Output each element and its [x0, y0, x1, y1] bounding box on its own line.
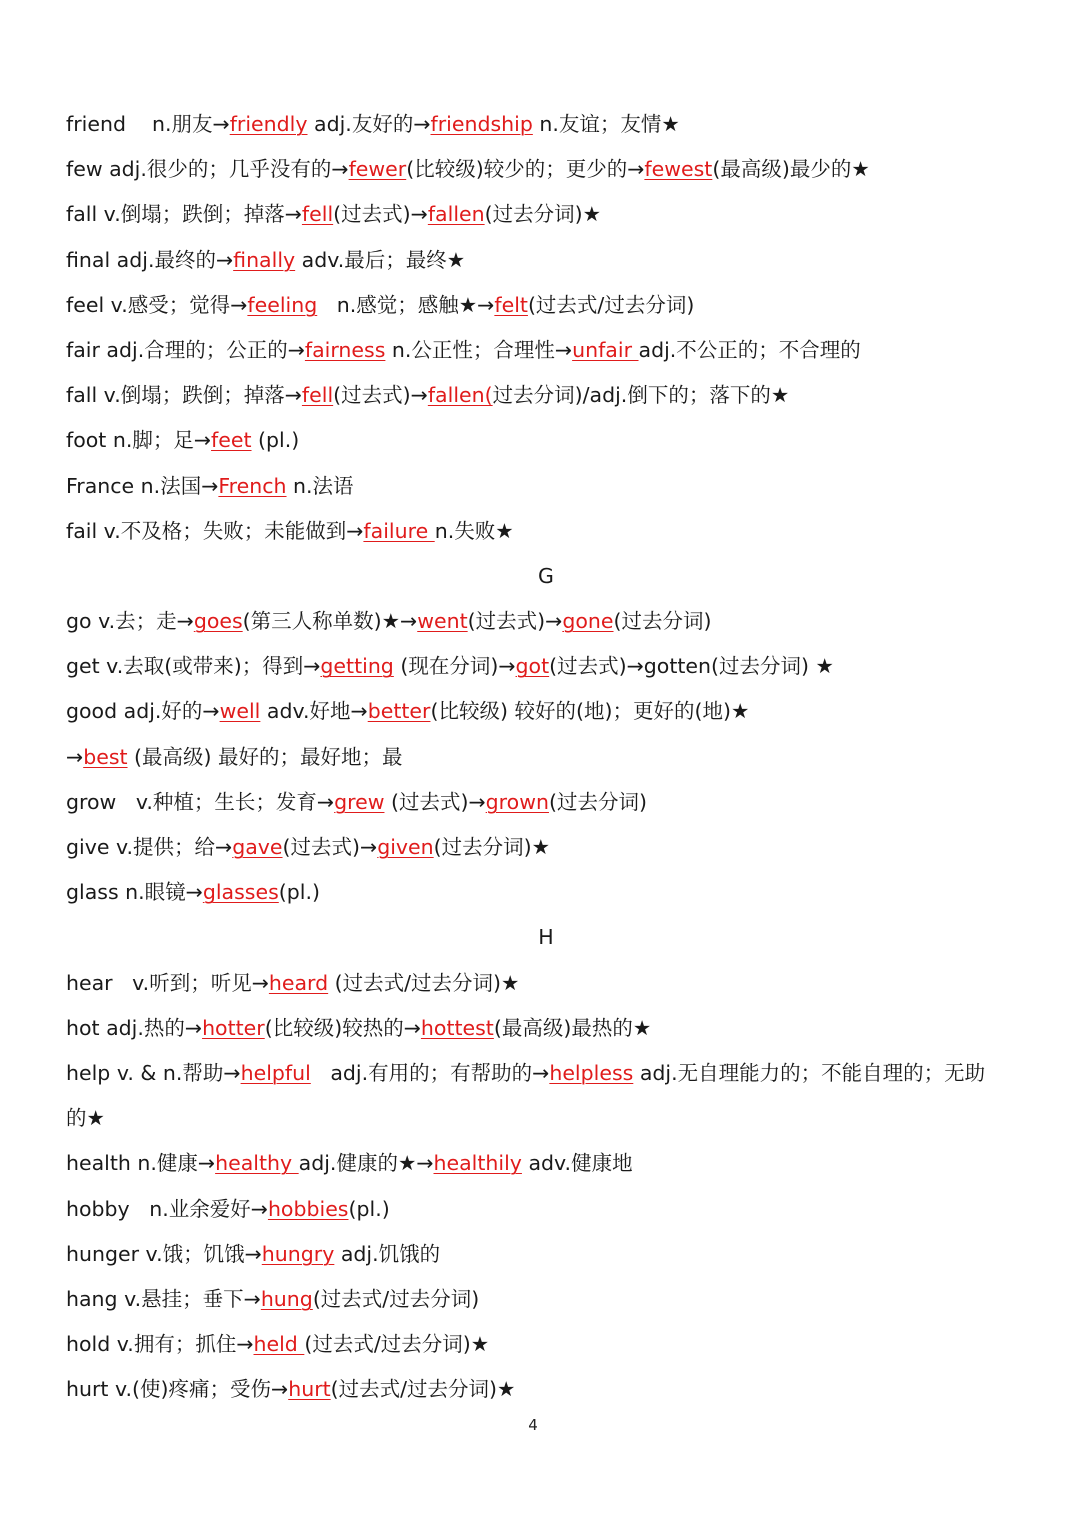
derived-word: gone [562, 609, 614, 634]
derived-word: friendship [430, 112, 533, 136]
derived-word: held [253, 1332, 305, 1357]
derived-word: fewest [644, 157, 713, 182]
derived-word: failure [363, 518, 435, 543]
entry-text: adv.健康地 [521, 1151, 633, 1176]
entry-text: fair adj.合理的；公正的→ [66, 337, 305, 362]
vocab-entry [66, 1367, 1026, 1412]
entry-text: n.失败★ [434, 518, 514, 543]
entry-text: n.友谊；友情★ [532, 112, 680, 136]
derived-word: fell [301, 383, 334, 408]
entry-text: friend n.朋友→ [66, 112, 230, 136]
entry-text: foot n.脚；足→ [66, 428, 212, 453]
entry-text: (最高级)最少的★ [712, 157, 870, 182]
entry-text: (比较级) 较好的(地)；更好的(地)★ [430, 699, 750, 724]
derived-word: best [83, 744, 128, 769]
derived-word: getting [320, 654, 394, 679]
vocab-entry [66, 1187, 1026, 1232]
entry-text: final adj.最终的→ [66, 247, 234, 272]
derived-word: fallen [427, 202, 485, 227]
entry-text: go v.去；走→ [66, 609, 194, 634]
derived-word: gave [232, 835, 283, 859]
entry-text: (比较级)较热的→ [264, 1015, 421, 1040]
entry-text: adj.有用的；有帮助的→ [310, 1060, 550, 1085]
entry-text: (比较级)较少的；更少的→ [406, 157, 645, 182]
derived-word: grew [334, 789, 385, 814]
entry-text: adj.健康的★→ [298, 1151, 434, 1176]
vocab-entry [66, 1141, 1026, 1186]
entry-text: get v.去取(或带来)；得到→ [66, 654, 321, 679]
entry-text: 的★ [66, 1106, 105, 1131]
derived-word: hungry [261, 1241, 335, 1266]
entry-text: (过去式)→ [333, 383, 428, 408]
derived-word: healthy [215, 1151, 299, 1176]
entry-text: H [538, 925, 554, 950]
derived-word: well [219, 699, 261, 724]
entry-text: hobby n.业余爱好→ [66, 1196, 268, 1221]
entry-text: adj.不公正的；不合理的 [638, 337, 861, 362]
entry-text: (过去式)→ [467, 609, 563, 634]
derived-word: feet [211, 428, 252, 453]
vocab-entry [66, 464, 1026, 509]
derived-word: went [417, 609, 468, 634]
entry-text: (pl.) [251, 428, 300, 453]
entry-text: (pl.) [348, 1196, 390, 1221]
derived-word: friendly [229, 112, 308, 136]
vocabulary-list [66, 102, 1026, 1412]
entry-text: (过去分词) [548, 789, 647, 814]
vocab-entry [66, 509, 1026, 554]
entry-text: hurt v.(使)疼痛；受伤→ [66, 1377, 289, 1402]
vocab-entry [66, 1277, 1026, 1322]
entry-text: G [538, 563, 554, 588]
derived-word: given [377, 835, 434, 859]
derived-word: finally [233, 247, 296, 272]
page-number: 4 [528, 1416, 538, 1434]
entry-text: hot adj.热的→ [66, 1015, 203, 1040]
derived-word: goes [193, 609, 243, 634]
derived-word: felt [494, 292, 528, 317]
entry-text: (过去式/过去分词) [312, 1286, 480, 1311]
entry-text: health n.健康→ [66, 1151, 216, 1176]
entry-text: n.法语 [286, 473, 354, 498]
vocab-entry [66, 147, 1026, 192]
derived-word: grown [485, 789, 549, 814]
entry-text: give v.提供；给→ [66, 835, 233, 859]
entry-text: (过去式)→ [333, 202, 428, 227]
vocab-entry [66, 373, 1026, 418]
entry-text: adj.友好的→ [307, 112, 431, 136]
entry-text: hold v.拥有；抓住→ [66, 1332, 254, 1357]
entry-text: France n.法国→ [66, 473, 219, 498]
entry-text: (过去式/过去分词)★ [330, 1377, 516, 1402]
vocab-entry [66, 192, 1026, 237]
derived-word: got [515, 654, 550, 679]
vocab-entry [66, 599, 1026, 644]
entry-text: hunger v.饿；饥饿→ [66, 1241, 262, 1266]
entry-text: adv.好地→ [260, 699, 368, 724]
entry-text: (过去式)→ [282, 835, 378, 859]
entry-text: help v. & n.帮助→ [66, 1060, 241, 1085]
vocab-entry [66, 735, 1026, 780]
entry-text: adj.饥饿的 [334, 1241, 441, 1266]
vocab-entry [66, 689, 1026, 734]
entry-text: n.感觉；感触★→ [317, 292, 495, 317]
entry-text: hear v.听到；听见→ [66, 970, 269, 995]
entry-text: (过去式)→ [384, 789, 486, 814]
entry-text: (过去式/过去分词) [527, 292, 695, 317]
vocab-entry [66, 283, 1026, 328]
section-heading [66, 554, 1026, 599]
entry-text: (过去分词)★ [433, 835, 551, 859]
derived-word: helpless [549, 1060, 634, 1085]
derived-word: glasses [202, 880, 279, 905]
entry-text: adv.最后；最终★ [295, 247, 466, 272]
entry-text: (过去式)→gotten(过去分词) ★ [549, 654, 834, 679]
vocab-entry [66, 870, 1026, 915]
vocab-entry [66, 825, 1026, 870]
derived-word: helpful [240, 1060, 311, 1085]
vocab-entry [66, 418, 1026, 463]
entry-text: (最高级)最热的★ [493, 1015, 652, 1040]
entry-text: n.公正性；合理性→ [385, 337, 573, 362]
entry-text: hang v.悬挂；垂下→ [66, 1286, 261, 1311]
derived-word: feeling [247, 292, 318, 317]
derived-word: hottest [420, 1015, 494, 1040]
derived-word: hobbies [267, 1196, 349, 1221]
entry-text: grow v.种植；生长；发育→ [66, 789, 335, 814]
derived-word: healthily [433, 1151, 522, 1176]
entry-text: 过去分词)/adj.倒下的；落下的★ [492, 383, 790, 408]
entry-text: (现在分词)→ [393, 654, 516, 679]
derived-word: hotter [202, 1015, 265, 1040]
derived-word: heard [268, 970, 329, 995]
entry-text: good adj.好的→ [66, 699, 220, 724]
entry-text: (pl.) [278, 880, 321, 905]
derived-word: fell [301, 202, 334, 227]
derived-word: hurt [288, 1377, 331, 1402]
entry-text: fail v.不及格；失败；未能做到→ [66, 518, 364, 543]
derived-word: fewer [348, 157, 407, 182]
derived-word: hung [260, 1286, 313, 1311]
derived-word: fairness [304, 337, 386, 362]
vocab-entry [66, 1096, 1026, 1141]
entry-text: few adj.很少的；几乎没有的→ [66, 157, 349, 182]
vocab-entry [66, 1232, 1026, 1277]
vocab-entry [66, 102, 1026, 147]
vocab-entry [66, 328, 1026, 373]
derived-word: French [218, 473, 287, 498]
entry-text: (过去分词) [613, 609, 712, 634]
entry-text: → [66, 744, 84, 769]
entry-text: (第三人称单数)★→ [242, 609, 418, 634]
entry-text: (过去分词)★ [484, 202, 601, 227]
entry-text: (最高级) 最好的；最好地；最 [127, 744, 403, 769]
entry-text: glass n.眼镜→ [66, 880, 203, 905]
entry-text: (过去式/过去分词)★ [328, 970, 520, 995]
vocab-entry [66, 238, 1026, 283]
vocab-entry [66, 1051, 1026, 1096]
entry-text: fall v.倒塌；跌倒；掉落→ [66, 202, 302, 227]
vocab-entry [66, 1006, 1026, 1051]
entry-text: fall v.倒塌；跌倒；掉落→ [66, 383, 302, 408]
section-heading [66, 915, 1026, 960]
derived-word: fallen( [427, 383, 493, 408]
derived-word: unfair [572, 337, 639, 362]
derived-word: better [367, 699, 431, 724]
entry-text: adj.无自理能力的；不能自理的；无助 [633, 1060, 986, 1085]
vocab-entry [66, 780, 1026, 825]
entry-text: feel v.感受；觉得→ [66, 292, 248, 317]
vocab-entry [66, 961, 1026, 1006]
entry-text: (过去式/过去分词)★ [304, 1332, 490, 1357]
vocab-entry [66, 644, 1026, 689]
vocab-entry [66, 1322, 1026, 1367]
